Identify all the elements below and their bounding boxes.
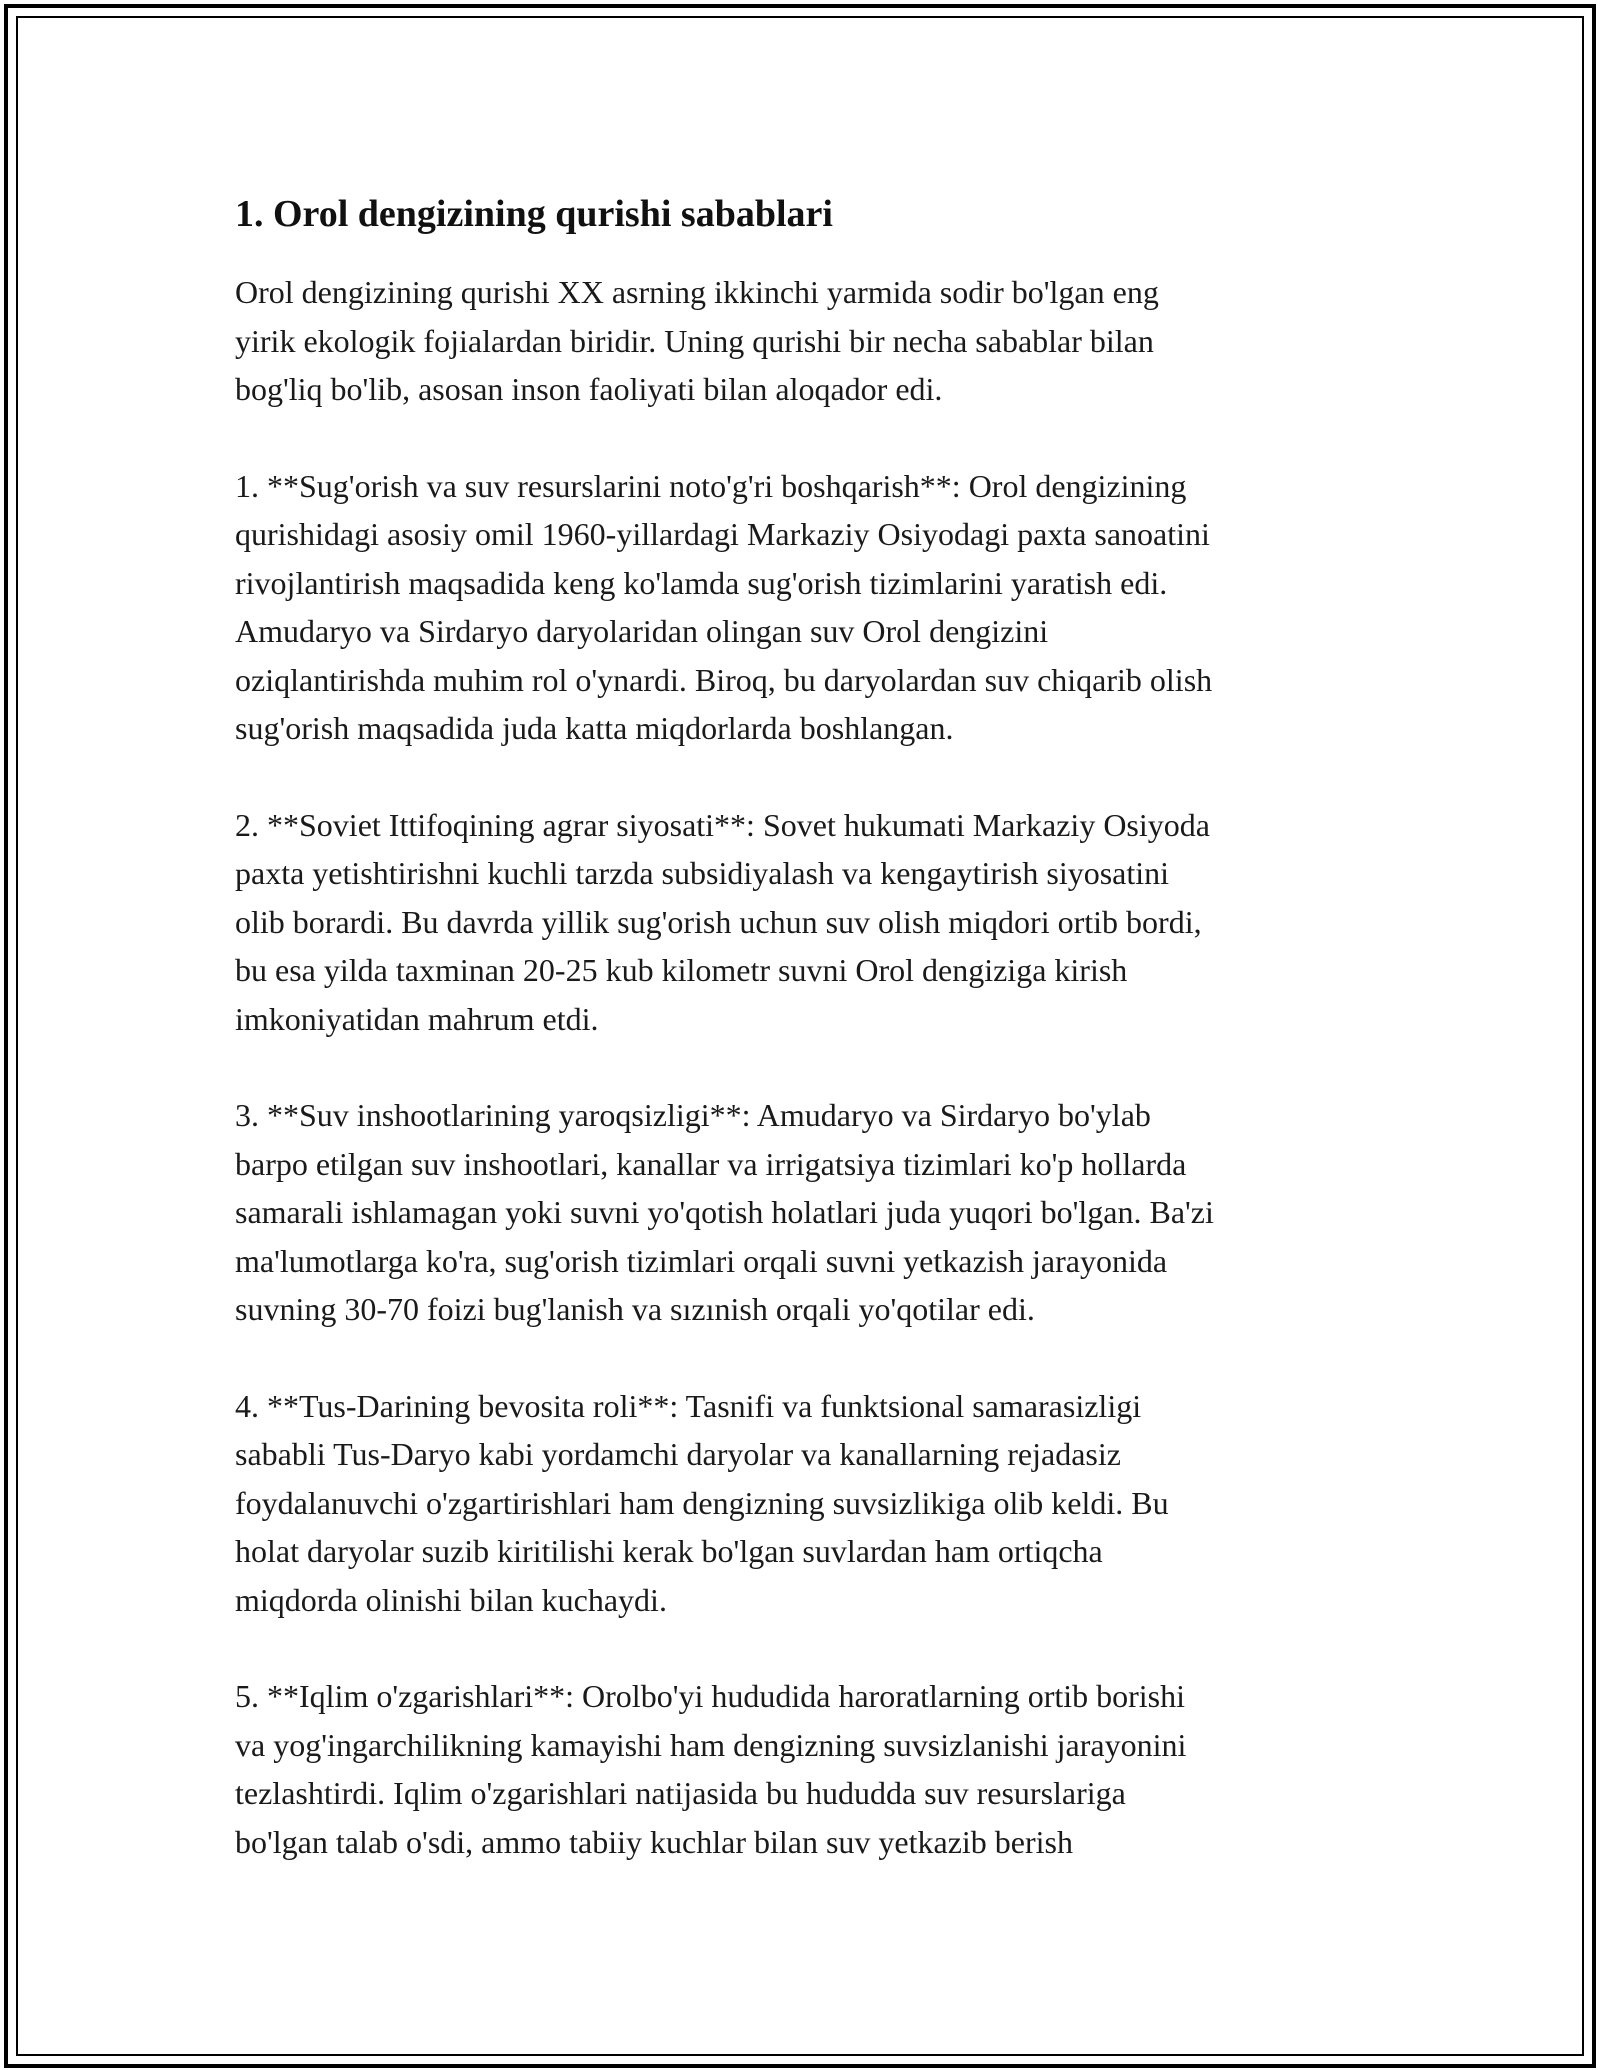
text-line: bu esa yilda taxminan 20-25 kub kilometr suvni Orol dengiziga kirish [235, 952, 1128, 988]
paragraph [235, 1382, 1375, 1625]
text-line: foydalanuvchi o'zgartirishlari ham dengizning suvsizlikiga olib keldi. Bu [235, 1484, 1169, 1521]
text-line: olib borardi. Bu davrda yillik sug'orish uchun suv olish miqdori ortib bordi, [235, 903, 1202, 940]
text-line: bo'lgan talab o'sdi, ammo tabiiy kuchlar bilan suv yetkazib berish [235, 1823, 1073, 1860]
text-line: 4. **Tus-Darining bevosita roli**: Tasnifi va funktsional samarasizligi [235, 1387, 1142, 1424]
text-line: 5. **Iqlim o'zgarishlari**: Orolbo'yi hududida haroratlarning ortib borishi [235, 1678, 1186, 1714]
paragraph [235, 268, 1375, 414]
text-line: miqdorda olinishi bilan kuchaydi. [235, 1581, 667, 1618]
text-line: 1. **Sug'orish va suv resurslarini noto'g'ri boshqarish**: Orol dengizining [235, 467, 1187, 504]
text-line: Orol dengizining qurishi XX asrning ikkinchi yarmida sodir bo'lgan eng [235, 274, 1159, 310]
text-line: va yog'ingarchilikning kamayishi ham dengizning suvsizlanishi jarayonini [235, 1726, 1187, 1763]
text-line: rivojlantirish maqsadida keng ko'lamda sug'orish tizimlarini yaratish edi. [235, 564, 1168, 601]
text-line: yirik ekologik fojialardan biridir. Uning qurishi bir necha sabablar bilan [235, 322, 1154, 359]
text-line: sababli Tus-Daryo kabi yordamchi daryolar va kanallarning rejadasiz [235, 1436, 1121, 1472]
text-line: tezlashtirdi. Iqlim o'zgarishlari natijasida bu hududda suv resurslariga [235, 1775, 1126, 1811]
text-line: ma'lumotlarga ko'ra, sug'orish tizimlari orqali suvni yetkazish jarayonida [235, 1242, 1168, 1279]
text-line: oziqlantirishda muhim rol o'ynardi. Biroq, bu daryolardan suv chiqarib olish [235, 661, 1213, 698]
text-line: samarali ishlamagan yoki suvni yo'qotish holatlari juda yuqori bo'lgan. Ba'zi [235, 1194, 1214, 1230]
paragraph [235, 801, 1375, 1044]
text-line: sug'orish maqsadida juda katta miqdorlarda boshlangan. [235, 710, 954, 746]
paragraph [235, 1672, 1375, 1866]
text-line: imkoniyatidan mahrum etdi. [235, 1000, 599, 1037]
text-line: suvning 30-70 foizi bug'lanish va sızınish orqali yo'qotilar edi. [235, 1291, 1035, 1327]
paragraph [235, 462, 1375, 753]
text-line: holat daryolar suzib kiritilishi kerak bo'lgan suvlardan ham ortiqcha [235, 1533, 1103, 1569]
paragraph-list [235, 268, 1375, 1866]
text-line: 2. **Soviet Ittifoqining agrar siyosati**: Sovet hukumati Markaziy Osiyoda [235, 806, 1210, 843]
paragraph [235, 1091, 1375, 1334]
section-heading: 1. Orol dengizining qurishi sabablari [235, 193, 833, 235]
text-line: bog'liq bo'lib, asosan inson faoliyati bilan aloqador edi. [235, 371, 943, 407]
text-line: paxta yetishtirishni kuchli tarzda subsidiyalash va kengaytirish siyosatini [235, 855, 1170, 891]
document-body [235, 190, 1375, 1914]
text-line: Amudaryo va Sirdaryo daryolaridan olingan suv Orol dengizini [235, 613, 1049, 649]
text-line: 3. **Suv inshootlarining yaroqsizligi**: Amudaryo va Sirdaryo bo'ylab [235, 1097, 1151, 1133]
text-line: barpo etilgan suv inshootlari, kanallar va irrigatsiya tizimlari ko'p hollarda [235, 1145, 1187, 1182]
text-line: qurishidagi asosiy omil 1960-yillardagi Markaziy Osiyodagi paxta sanoatini [235, 516, 1210, 552]
